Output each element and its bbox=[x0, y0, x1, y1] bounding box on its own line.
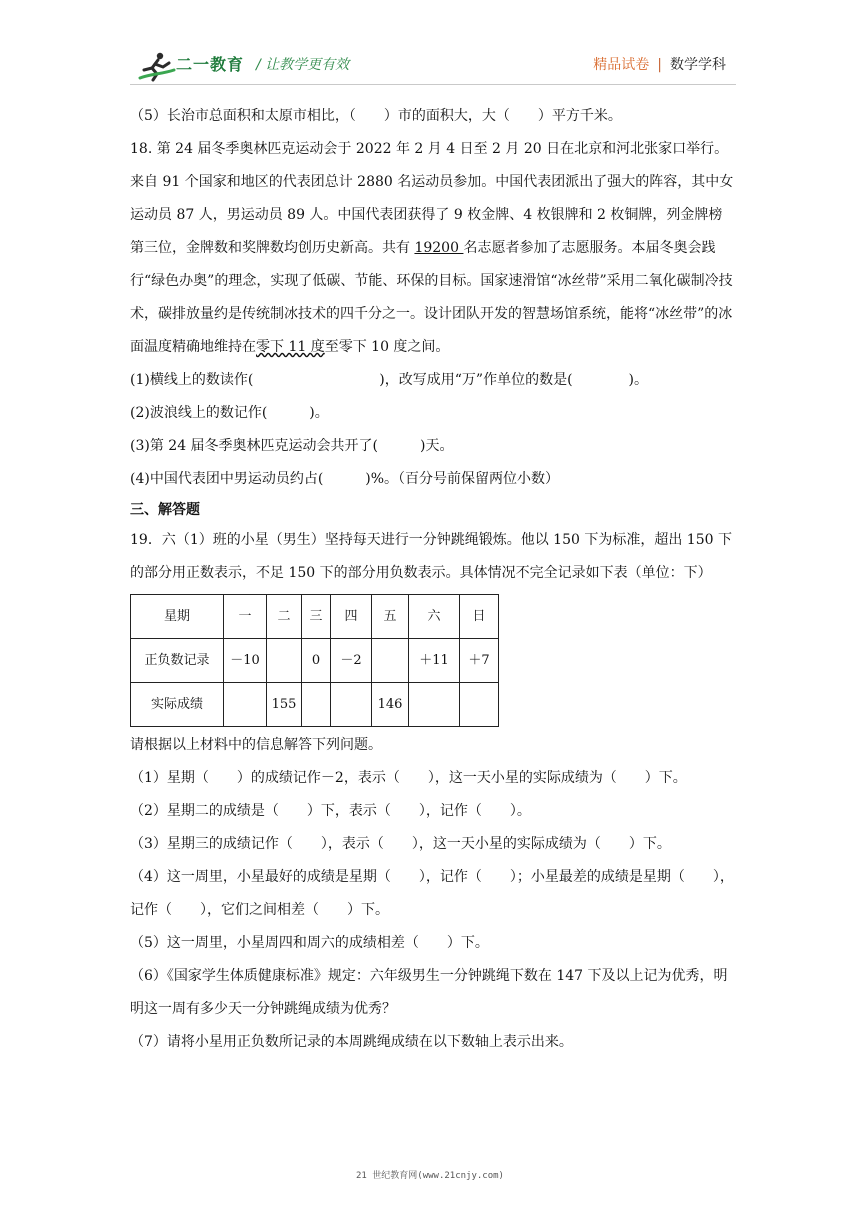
q19-subquestion-5: （5）这一周里，小星周四和周六的成绩相差（ ）下。 bbox=[130, 935, 489, 951]
q18-subquestion-2: (2)波浪线上的数记作( )。 bbox=[130, 405, 329, 421]
table-cell: 四 bbox=[331, 595, 372, 639]
table-cell: 实际成绩 bbox=[131, 683, 224, 727]
q18-passage: 18. 第 24 届冬季奥林匹克运动会于 2022 年 2 月 4 日至 2 月 20 日在北京和河北张家口举行。来自 91 个国家和地区的代表团总计 2880 名运动员参加。中国代表团派出了强大的阵容，其中女运动员 87 人，男运动员 89 人。中国代表团获得了 9 枚金牌、4 枚银牌和 2 枚铜牌，列金牌榜第三位，金牌数和奖牌数均创历史新高。共有 19200 名志愿者参加了志愿服务。本届冬奥会践行“绿色办奥”的理念，实现了低碳、节能、环保的目标。国家速滑馆“冰丝带”采用二氧化碳制冷技术，碳排放量约是传统制冰技术的四千分之一。设计团队开发的智慧场馆系统，能将“冰丝带”的冰面温度精确地维持在零下 11 度至零下 10 度之间。 bbox=[130, 141, 734, 355]
subject-tag bbox=[593, 54, 726, 74]
table-cell bbox=[372, 639, 409, 683]
header-divider bbox=[130, 84, 736, 85]
record-table bbox=[130, 594, 499, 727]
q18-subquestion-4: (4)中国代表团中男运动员约占( )%。（百分号前保留两位小数） bbox=[130, 471, 560, 487]
underlined-number: 19200 bbox=[414, 240, 464, 256]
table-cell bbox=[331, 683, 372, 727]
q18-subquestion-3: (3)第 24 届冬季奥林匹克运动会共开了( )天。 bbox=[130, 438, 454, 454]
q19-subquestion-3: （3）星期三的成绩记作（ ），表示（ ），这一天小星的实际成绩为（ ）下。 bbox=[130, 836, 671, 852]
page-footer: 21 世纪教育网(www.21cnjy.com) bbox=[356, 1171, 504, 1181]
document-body bbox=[130, 100, 736, 1059]
table-header-row bbox=[131, 595, 499, 639]
q19-subquestion-7: （7）请将小星用正负数所记录的本周跳绳成绩在以下数轴上表示出来。 bbox=[130, 1034, 573, 1050]
tag-premium: 精品试卷 bbox=[593, 57, 650, 73]
table-cell bbox=[302, 683, 331, 727]
table-cell: ＋7 bbox=[460, 639, 499, 683]
q17-subquestion-5: （5）长治市总面积和太原市相比，（ ）市的面积大，大（ ）平方千米。 bbox=[130, 108, 622, 124]
table-cell bbox=[460, 683, 499, 727]
table-cell: 日 bbox=[460, 595, 499, 639]
brand-name: 二一教育 bbox=[176, 55, 245, 74]
table-cell: －10 bbox=[224, 639, 267, 683]
q19-subquestion-1: （1）星期（ ）的成绩记作－2，表示（ ），这一天小星的实际成绩为（ ）下。 bbox=[130, 770, 687, 786]
brand-slogan: / 让教学更有效 bbox=[256, 57, 350, 73]
table-cell: 正负数记录 bbox=[131, 639, 224, 683]
table-row bbox=[131, 683, 499, 727]
table-cell: ＋11 bbox=[409, 639, 460, 683]
table-cell bbox=[224, 683, 267, 727]
table-cell: 155 bbox=[267, 683, 302, 727]
q18-subquestion-1: (1)横线上的数读作( )，改写成用“万”作单位的数是( )。 bbox=[130, 372, 648, 388]
table-cell: 五 bbox=[372, 595, 409, 639]
page-header bbox=[0, 0, 860, 90]
table-cell bbox=[267, 639, 302, 683]
q19-subquestion-6: （6）《国家学生体质健康标准》规定：六年级男生一分钟跳绳下数在 147 下及以上记为优秀，明明这一周有多少天一分钟跳绳成绩为优秀？ bbox=[130, 968, 728, 1017]
table-cell bbox=[409, 683, 460, 727]
table-cell: 二 bbox=[267, 595, 302, 639]
section-heading: 三、解答题 bbox=[130, 502, 200, 518]
table-cell: 0 bbox=[302, 639, 331, 683]
table-cell: －2 bbox=[331, 639, 372, 683]
tag-subject: 数学学科 bbox=[670, 57, 726, 73]
table-row bbox=[131, 639, 499, 683]
wavy-underlined-number: 零下 11 度 bbox=[256, 339, 325, 355]
table-cell: 六 bbox=[409, 595, 460, 639]
table-cell: 三 bbox=[302, 595, 331, 639]
runner-logo-icon bbox=[136, 50, 176, 82]
q19-instruction: 请根据以上材料中的信息解答下列问题。 bbox=[130, 737, 382, 753]
q19-intro: 19．六（1）班的小星（男生）坚持每天进行一分钟跳绳锻炼。他以 150 下为标准，超出 150 下的部分用正数表示，不足 150 下的部分用负数表示。具体情况不完全记录如下表（单位：下） bbox=[130, 532, 732, 581]
q19-subquestion-4: （4）这一周里，小星最好的成绩是星期（ ），记作（ ）；小星最差的成绩是星期（ ），记作（ ），它们之间相差（ ）下。 bbox=[130, 869, 734, 918]
table-cell: 一 bbox=[224, 595, 267, 639]
table-cell: 146 bbox=[372, 683, 409, 727]
table-cell: 星期 bbox=[131, 595, 224, 639]
q19-subquestion-2: （2）星期二的成绩是（ ）下，表示（ ），记作（ ）。 bbox=[130, 803, 531, 819]
tag-separator: | bbox=[657, 57, 662, 73]
